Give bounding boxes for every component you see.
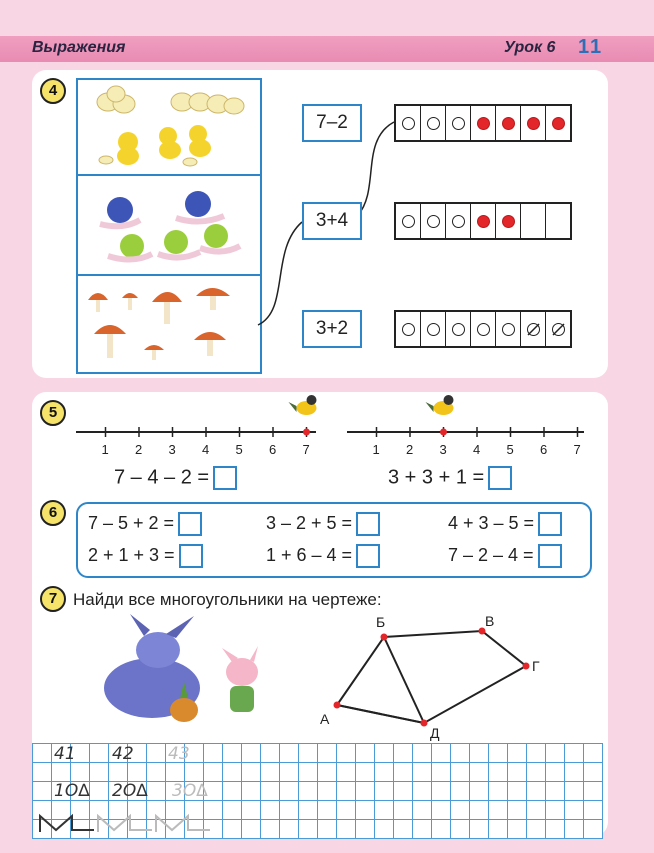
expression-card[interactable]: 7–2	[302, 104, 362, 142]
expression-card[interactable]: 3+4	[302, 202, 362, 240]
expression-text: 4 + 3 – 5 =	[448, 512, 535, 533]
expression-text: 7 – 2 – 4 =	[448, 544, 534, 565]
tick-label: 6	[540, 442, 548, 457]
task7-instruction: Найди все многоугольники на чертеже:	[73, 590, 382, 609]
expression-text: 1 + 6 – 4 =	[266, 544, 353, 565]
handwriting-sample: 41	[54, 744, 76, 764]
tick-label: 5	[235, 442, 243, 457]
task4-number: 4	[40, 78, 66, 104]
tick-label: 1	[101, 442, 109, 457]
vertex-label: В	[485, 613, 495, 629]
tick-label: 7	[302, 442, 310, 457]
tick-label: 2	[406, 442, 414, 457]
tick-label: 7	[573, 442, 581, 457]
lesson-label: Урок 6	[504, 39, 556, 56]
vertex-label: А	[320, 711, 330, 727]
task6-number: 6	[40, 500, 66, 526]
task7-number: 7	[40, 586, 66, 612]
equation-right-text: 3 + 3 + 1 =	[388, 466, 485, 489]
expression-text: 7 – 5 + 2 =	[88, 512, 175, 533]
tick-label: 2	[135, 442, 143, 457]
chapter-title: Выражения	[32, 39, 126, 56]
tick-label: 3	[168, 442, 176, 457]
vertex-label: Г	[532, 658, 540, 674]
tick-label: 3	[439, 442, 447, 457]
handwriting-sample: 2О∆	[112, 781, 148, 801]
expression-text: 3 – 2 + 5 =	[266, 512, 353, 533]
handwriting-sample: 1О∆	[54, 781, 90, 801]
expression-text: 2 + 1 + 3 =	[88, 544, 175, 565]
vertex-label: Б	[376, 614, 386, 630]
equation-left-text: 7 – 4 – 2 =	[114, 466, 210, 489]
vertex-label: Д	[430, 725, 440, 741]
tick-label: 4	[473, 442, 481, 457]
page-number: 11	[578, 36, 604, 58]
tick-label: 4	[202, 442, 210, 457]
handwriting-sample: 3О∆	[172, 781, 208, 801]
tick-label: 6	[269, 442, 277, 457]
expression-card[interactable]: 3+2	[302, 310, 362, 348]
handwriting-sample: 42	[112, 744, 134, 764]
zigzag-pattern	[36, 812, 216, 836]
tick-label: 1	[372, 442, 380, 457]
task5-number: 5	[40, 400, 66, 426]
tick-label: 5	[506, 442, 514, 457]
handwriting-sample: 43	[168, 744, 190, 764]
